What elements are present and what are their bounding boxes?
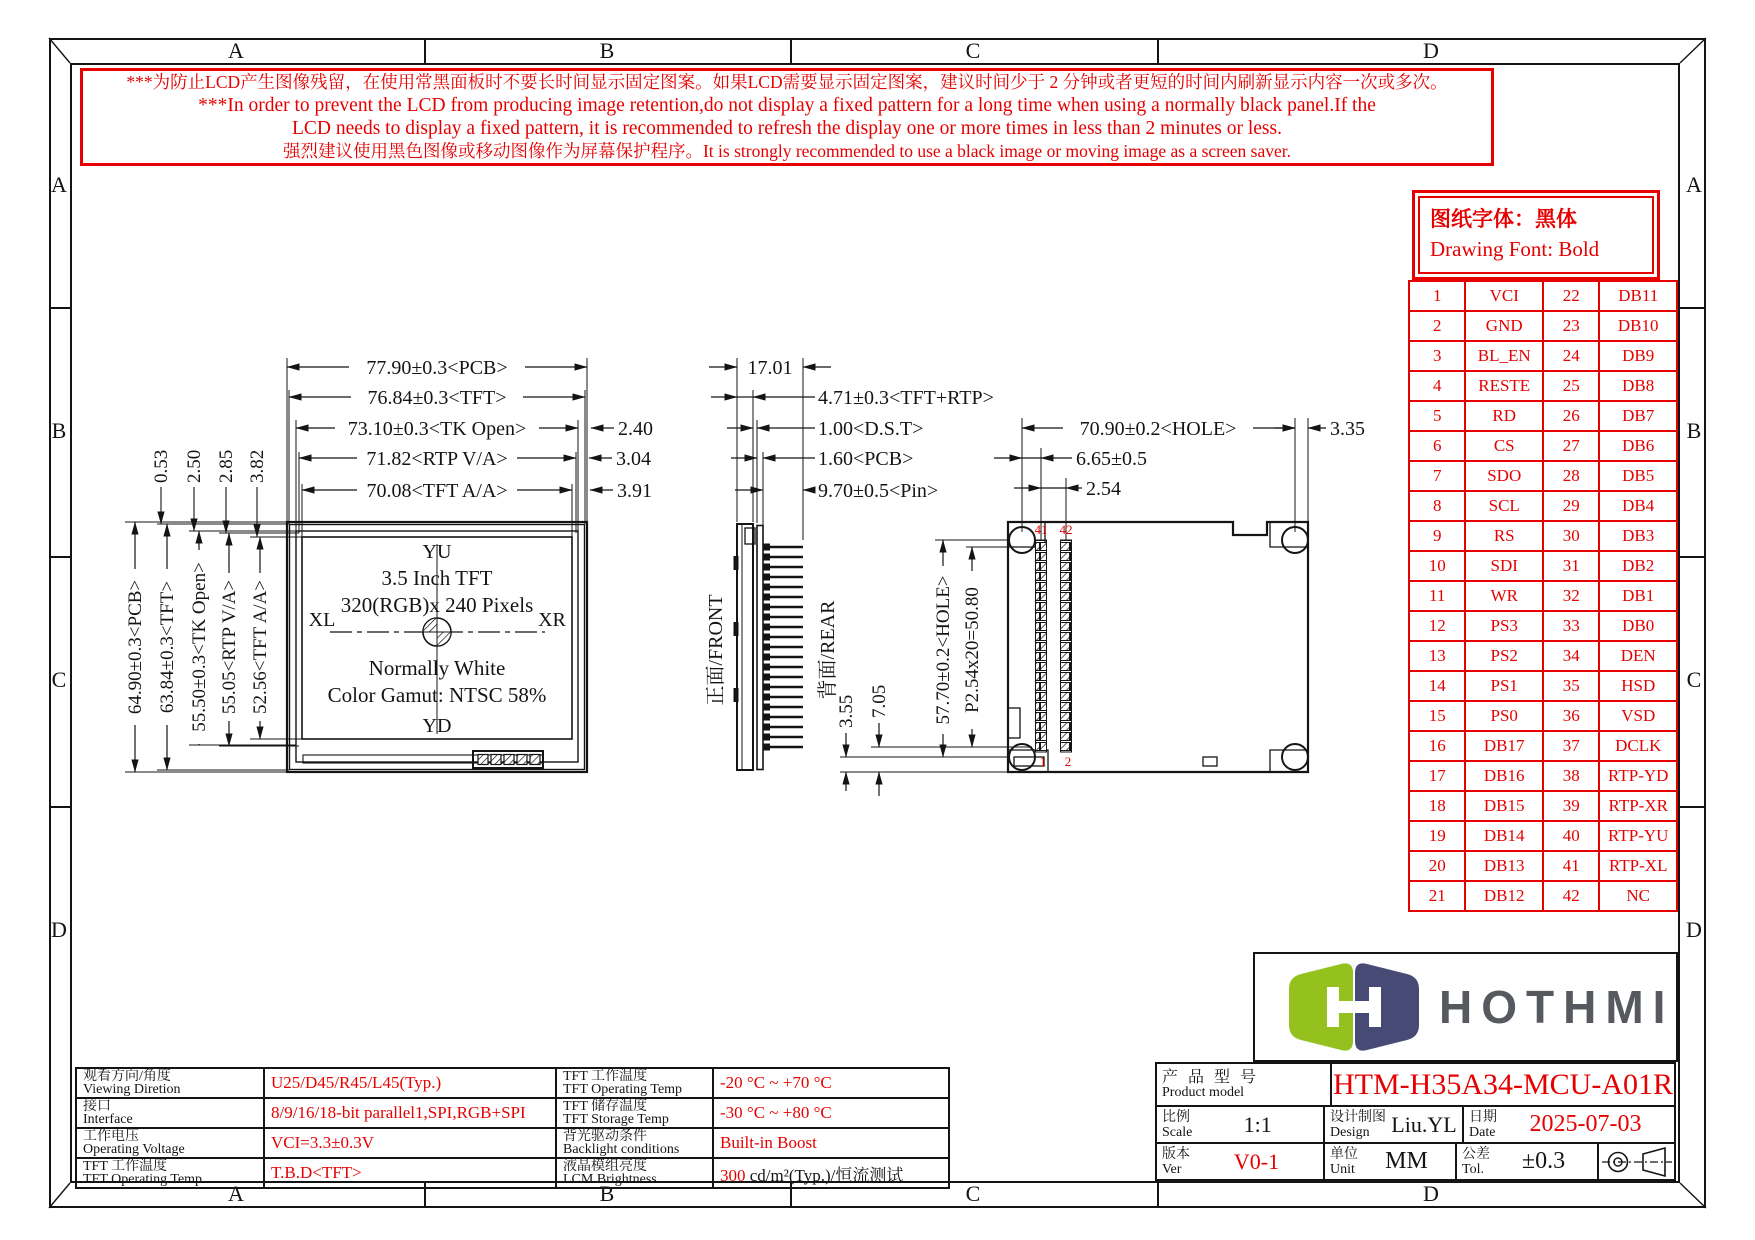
dim-label: 76.84±0.3<TFT> (367, 387, 507, 409)
pin-number: 6 (1409, 431, 1465, 461)
pin-name: PS0 (1465, 701, 1543, 731)
dim-label: 2.54 (1086, 478, 1121, 500)
zone-row-d-left: D (51, 917, 67, 942)
pin-number: 18 (1409, 791, 1465, 821)
pin-name: DB6 (1599, 431, 1677, 461)
pin-number: 38 (1543, 761, 1599, 791)
dim-label: 55.05<RTP V/A> (219, 579, 240, 715)
dim-label: 57.70±0.2<HOLE> (933, 575, 954, 725)
tolerance-label-cn: 公差 (1462, 1146, 1490, 1162)
pin-name: DB12 (1465, 881, 1543, 911)
pin-mark-2: 2 (1064, 754, 1072, 769)
pin-number: 31 (1543, 551, 1599, 581)
version-value: V0-1 (1233, 1148, 1280, 1174)
panel-resolution-text: 320(RGB)x 240 Pixels (340, 593, 534, 617)
dim-label: 77.90±0.3<PCB> (366, 357, 508, 379)
spec-value: U25/D45/R45/L45(Typ.) (264, 1068, 556, 1098)
pin-number: 10 (1409, 551, 1465, 581)
panel-gamut-text: Color Gamut: NTSC 58% (327, 683, 547, 707)
pin-number: 32 (1543, 581, 1599, 611)
zone-col-a-top: A (228, 37, 244, 63)
pin-name: DB9 (1599, 341, 1677, 371)
pin-name: VSD (1599, 701, 1677, 731)
logo-wordmark: HOTHMI (1439, 981, 1675, 1033)
spec-label: TFT 工作温度 TFT Operating Temp (76, 1158, 264, 1188)
pin-number: 26 (1543, 401, 1599, 431)
pin-number: 9 (1409, 521, 1465, 551)
warning-line-4: 强烈建议使用黑色图像或移动图像作为屏幕保护程序。It is strongly recommended to use a black image or moving image as a screen saver. (282, 141, 1291, 161)
pin-name: DB17 (1465, 731, 1543, 761)
pin-name: DB5 (1599, 461, 1677, 491)
pin-number: 34 (1543, 641, 1599, 671)
pin-number: 12 (1409, 611, 1465, 641)
zone-col-c-top: C (965, 37, 981, 63)
pin-number: 20 (1409, 851, 1465, 881)
unit-value: MM (1385, 1148, 1428, 1174)
projection-symbol-icon (1601, 1145, 1673, 1179)
zone-row-a-right: A (1686, 172, 1702, 197)
dim-label: 3.55 (836, 694, 857, 728)
dim-label: 2.85 (216, 449, 237, 483)
design-label-cn: 设计制图 (1330, 1109, 1386, 1125)
pin-number: 30 (1543, 521, 1599, 551)
dim-label: 70.90±0.2<HOLE> (1079, 418, 1237, 440)
pin-name: SDI (1465, 551, 1543, 581)
pin-name: DB2 (1599, 551, 1677, 581)
dim-label: 63.84±0.3<TFT> (157, 580, 178, 714)
panel-mode-text: Normally White (368, 656, 506, 680)
warning-line-3: LCD needs to display a fixed pattern, it is recommended to refresh the display one or more times in less than 2 minutes or less. (292, 118, 1282, 139)
pin-number: 5 (1409, 401, 1465, 431)
product-model-label-en: Product model (1162, 1084, 1245, 1100)
dim-label: 52.56<TFT A/A> (250, 579, 271, 715)
spec-label: TFT 工作温度 TFT Operating Temp (556, 1068, 713, 1098)
zone-row-c-left: C (51, 667, 67, 692)
pin-name: DB1 (1599, 581, 1677, 611)
zone-col-a-bottom: A (228, 1180, 244, 1206)
pin-name: DB13 (1465, 851, 1543, 881)
dim-label: 2.40 (618, 418, 653, 440)
pin-number: 39 (1543, 791, 1599, 821)
dim-label: 17.01 (747, 357, 793, 379)
pin-number: 15 (1409, 701, 1465, 731)
pin-number: 8 (1409, 491, 1465, 521)
product-model-label-cn: 产 品 型 号 (1162, 1068, 1260, 1086)
pin-name: DCLK (1599, 731, 1677, 761)
dim-label: 3.82 (247, 449, 268, 483)
date-value: 2025-07-03 (1529, 1111, 1642, 1137)
zone-col-b-bottom: B (599, 1180, 615, 1206)
title-block (1155, 1062, 1676, 1181)
pin-number: 29 (1543, 491, 1599, 521)
spec-row (76, 1158, 949, 1188)
dim-label: 9.70±0.5<Pin> (818, 480, 939, 502)
spec-label: 工作电压 Operating Voltage (76, 1128, 264, 1158)
pin-name: GND (1465, 311, 1543, 341)
pin-name: DB4 (1599, 491, 1677, 521)
date-label-cn: 日期 (1469, 1109, 1497, 1125)
panel-label-yd: YD (422, 715, 452, 737)
pin-number: 2 (1409, 311, 1465, 341)
pin-name: HSD (1599, 671, 1677, 701)
logo-box (1253, 952, 1678, 1062)
design-label-en: Design (1330, 1124, 1370, 1140)
spec-label: 液晶模组亮度 LCM Brightness (556, 1158, 713, 1188)
pin-number: 28 (1543, 461, 1599, 491)
pin-name: RTP-YD (1599, 761, 1677, 791)
unit-label-en: Unit (1330, 1161, 1355, 1177)
spec-value: -30 °C ~ +80 °C (713, 1098, 949, 1128)
pin-name: BL_EN (1465, 341, 1543, 371)
font-note-en: Drawing Font: Bold (1430, 237, 1600, 261)
front-view (120, 354, 653, 772)
pin-number: 25 (1543, 371, 1599, 401)
pin-number: 40 (1543, 821, 1599, 851)
spec-value: 8/9/16/18-bit parallel1,SPI,RGB+SPI (264, 1098, 556, 1128)
spec-row (76, 1068, 949, 1098)
pin-number: 17 (1409, 761, 1465, 791)
dim-label: 3.35 (1330, 418, 1365, 440)
pin-number: 7 (1409, 461, 1465, 491)
pin-name: PS3 (1465, 611, 1543, 641)
pin-name: RESTE (1465, 371, 1543, 401)
dim-label: 64.90±0.3<PCB> (125, 579, 146, 715)
pin-number: 24 (1543, 341, 1599, 371)
font-note-cn: 图纸字体：黑体 (1430, 207, 1577, 231)
pin-name: CS (1465, 431, 1543, 461)
zone-col-b-top: B (599, 37, 615, 63)
connector-pin-column (1036, 540, 1047, 752)
pin-number: 16 (1409, 731, 1465, 761)
scale-label-en: Scale (1162, 1124, 1193, 1140)
pin-name: WR (1465, 581, 1543, 611)
pin-name: PS2 (1465, 641, 1543, 671)
pin-number: 14 (1409, 671, 1465, 701)
pin-name: DB14 (1465, 821, 1543, 851)
rear-side-label: 背面/REAR (817, 600, 839, 700)
pin-name: RD (1465, 401, 1543, 431)
spec-label: TFT 储存温度 TFT Storage Temp (556, 1098, 713, 1128)
pin-mark-41: 41 (1034, 522, 1048, 537)
pin-name: DB3 (1599, 521, 1677, 551)
warning-line-2: ***In order to prevent the LCD from producing image retention,do not display a fixed pattern for a long time when using a normally black panel.If the (198, 95, 1376, 116)
dim-label: P2.54x20=50.80 (962, 587, 983, 713)
dim-label: 55.50±0.3<TK Open> (189, 562, 210, 732)
pin-name: PS1 (1465, 671, 1543, 701)
zone-row-b-left: B (51, 418, 67, 443)
pin-name: SDO (1465, 461, 1543, 491)
zone-col-c-bottom: C (965, 1180, 981, 1206)
pin-name: SCL (1465, 491, 1543, 521)
panel-label-xl: XL (308, 609, 336, 631)
dim-label: 1.00<D.S.T> (818, 418, 924, 440)
dim-label: 6.65±0.5 (1076, 448, 1147, 470)
pin-name: DB10 (1599, 311, 1677, 341)
design-value: Liu.YL (1391, 1111, 1457, 1137)
pin-number: 13 (1409, 641, 1465, 671)
zone-row-d-right: D (1686, 917, 1702, 942)
pin-name: RTP-XR (1599, 791, 1677, 821)
zone-row-a-left: A (51, 172, 67, 197)
pin-number: 4 (1409, 371, 1465, 401)
pin-number: 35 (1543, 671, 1599, 701)
pin-number: 11 (1409, 581, 1465, 611)
pin-name: RS (1465, 521, 1543, 551)
spec-value: VCI=3.3±0.3V (264, 1128, 556, 1158)
dim-label: 73.10±0.3<TK Open> (347, 418, 527, 440)
dim-label: 71.82<RTP V/A> (366, 448, 508, 470)
pin-number: 37 (1543, 731, 1599, 761)
pin-name: RTP-YU (1599, 821, 1677, 851)
front-side-label: 正面/FRONT (705, 594, 727, 706)
pin-number: 36 (1543, 701, 1599, 731)
panel-size-text: 3.5 Inch TFT (381, 566, 493, 590)
pin-name: DEN (1599, 641, 1677, 671)
dim-label: 2.50 (184, 449, 205, 483)
front-top-dim-labels (335, 354, 539, 502)
spec-label: 接口 Interface (76, 1098, 264, 1128)
tolerance-value: ±0.3 (1521, 1148, 1566, 1174)
side-view-pins (763, 542, 803, 752)
pin-mark-1: 1 (1039, 754, 1047, 769)
pin-name: DB16 (1465, 761, 1543, 791)
spec-value: -20 °C ~ +70 °C (713, 1068, 949, 1098)
warning-line-1: ***为防止LCD产生图像残留，在使用常黑面板时不要长时间显示固定图案。如果LCD需要显示固定图案，建议时间少于 2 分钟或者更短的时间内刷新显示内容一次或多次。 (126, 72, 1448, 92)
pin-name: NC (1599, 881, 1677, 911)
dim-label: 0.53 (151, 449, 172, 483)
zone-col-d-top: D (1423, 37, 1439, 63)
pin-number: 3 (1409, 341, 1465, 371)
dim-label: 70.08<TFT A/A> (366, 480, 508, 502)
version-label-cn: 版本 (1162, 1146, 1190, 1162)
pin-number: 23 (1543, 311, 1599, 341)
scale-value: 1:1 (1243, 1111, 1272, 1137)
pin-number: 41 (1543, 851, 1599, 881)
zone-row-b-right: B (1686, 418, 1702, 443)
version-label-en: Ver (1162, 1161, 1182, 1177)
product-model-value: HTM-H35A34-MCU-A01R (1333, 1067, 1673, 1101)
pin-name: DB11 (1599, 281, 1677, 311)
dim-label: 3.04 (616, 448, 651, 470)
dim-label: 3.91 (617, 480, 652, 502)
rear-view (836, 415, 1365, 796)
spec-value: Built-in Boost (713, 1128, 949, 1158)
pin-name: VCI (1465, 281, 1543, 311)
spec-row (76, 1098, 949, 1128)
pin-name: RTP-XL (1599, 851, 1677, 881)
pin-number: 33 (1543, 611, 1599, 641)
pin-name: DB8 (1599, 371, 1677, 401)
pin-name: DB0 (1599, 611, 1677, 641)
pin-number: 22 (1543, 281, 1599, 311)
spec-label: 背光驱动条件 Backlight conditions (556, 1128, 713, 1158)
pin-mark-42: 42 (1059, 522, 1073, 537)
spec-value: T.B.D<TFT> (264, 1158, 556, 1188)
pin-number: 21 (1409, 881, 1465, 911)
zone-col-d-bottom: D (1423, 1180, 1439, 1206)
pin-number: 1 (1409, 281, 1465, 311)
dim-label: 7.05 (869, 684, 890, 718)
pin-name: DB7 (1599, 401, 1677, 431)
zone-row-c-right: C (1686, 667, 1702, 692)
pin-number: 19 (1409, 821, 1465, 851)
dim-label: 4.71±0.3<TFT+RTP> (818, 387, 994, 409)
date-label-en: Date (1469, 1124, 1496, 1140)
pin-name: DB15 (1465, 791, 1543, 821)
spec-value: 300 cd/m²(Typ.)/恒流测试 (713, 1158, 949, 1188)
panel-label-xr: XR (538, 609, 566, 631)
pin-number: 27 (1543, 431, 1599, 461)
unit-label-cn: 单位 (1330, 1146, 1358, 1162)
tolerance-label-en: Tol. (1462, 1161, 1484, 1177)
spec-label: 观看方向/角度 Viewing Diretion (76, 1068, 264, 1098)
front-left-dim-labels (120, 550, 271, 744)
dim-label: 1.60<PCB> (818, 448, 914, 470)
spec-table (75, 1067, 950, 1189)
spec-row (76, 1128, 949, 1158)
panel-label-yu: YU (422, 541, 452, 563)
scale-label-cn: 比例 (1162, 1109, 1190, 1125)
pin-number: 42 (1543, 881, 1599, 911)
connector-pin-column (1061, 540, 1072, 752)
hothmi-logo-icon (1279, 957, 1429, 1057)
